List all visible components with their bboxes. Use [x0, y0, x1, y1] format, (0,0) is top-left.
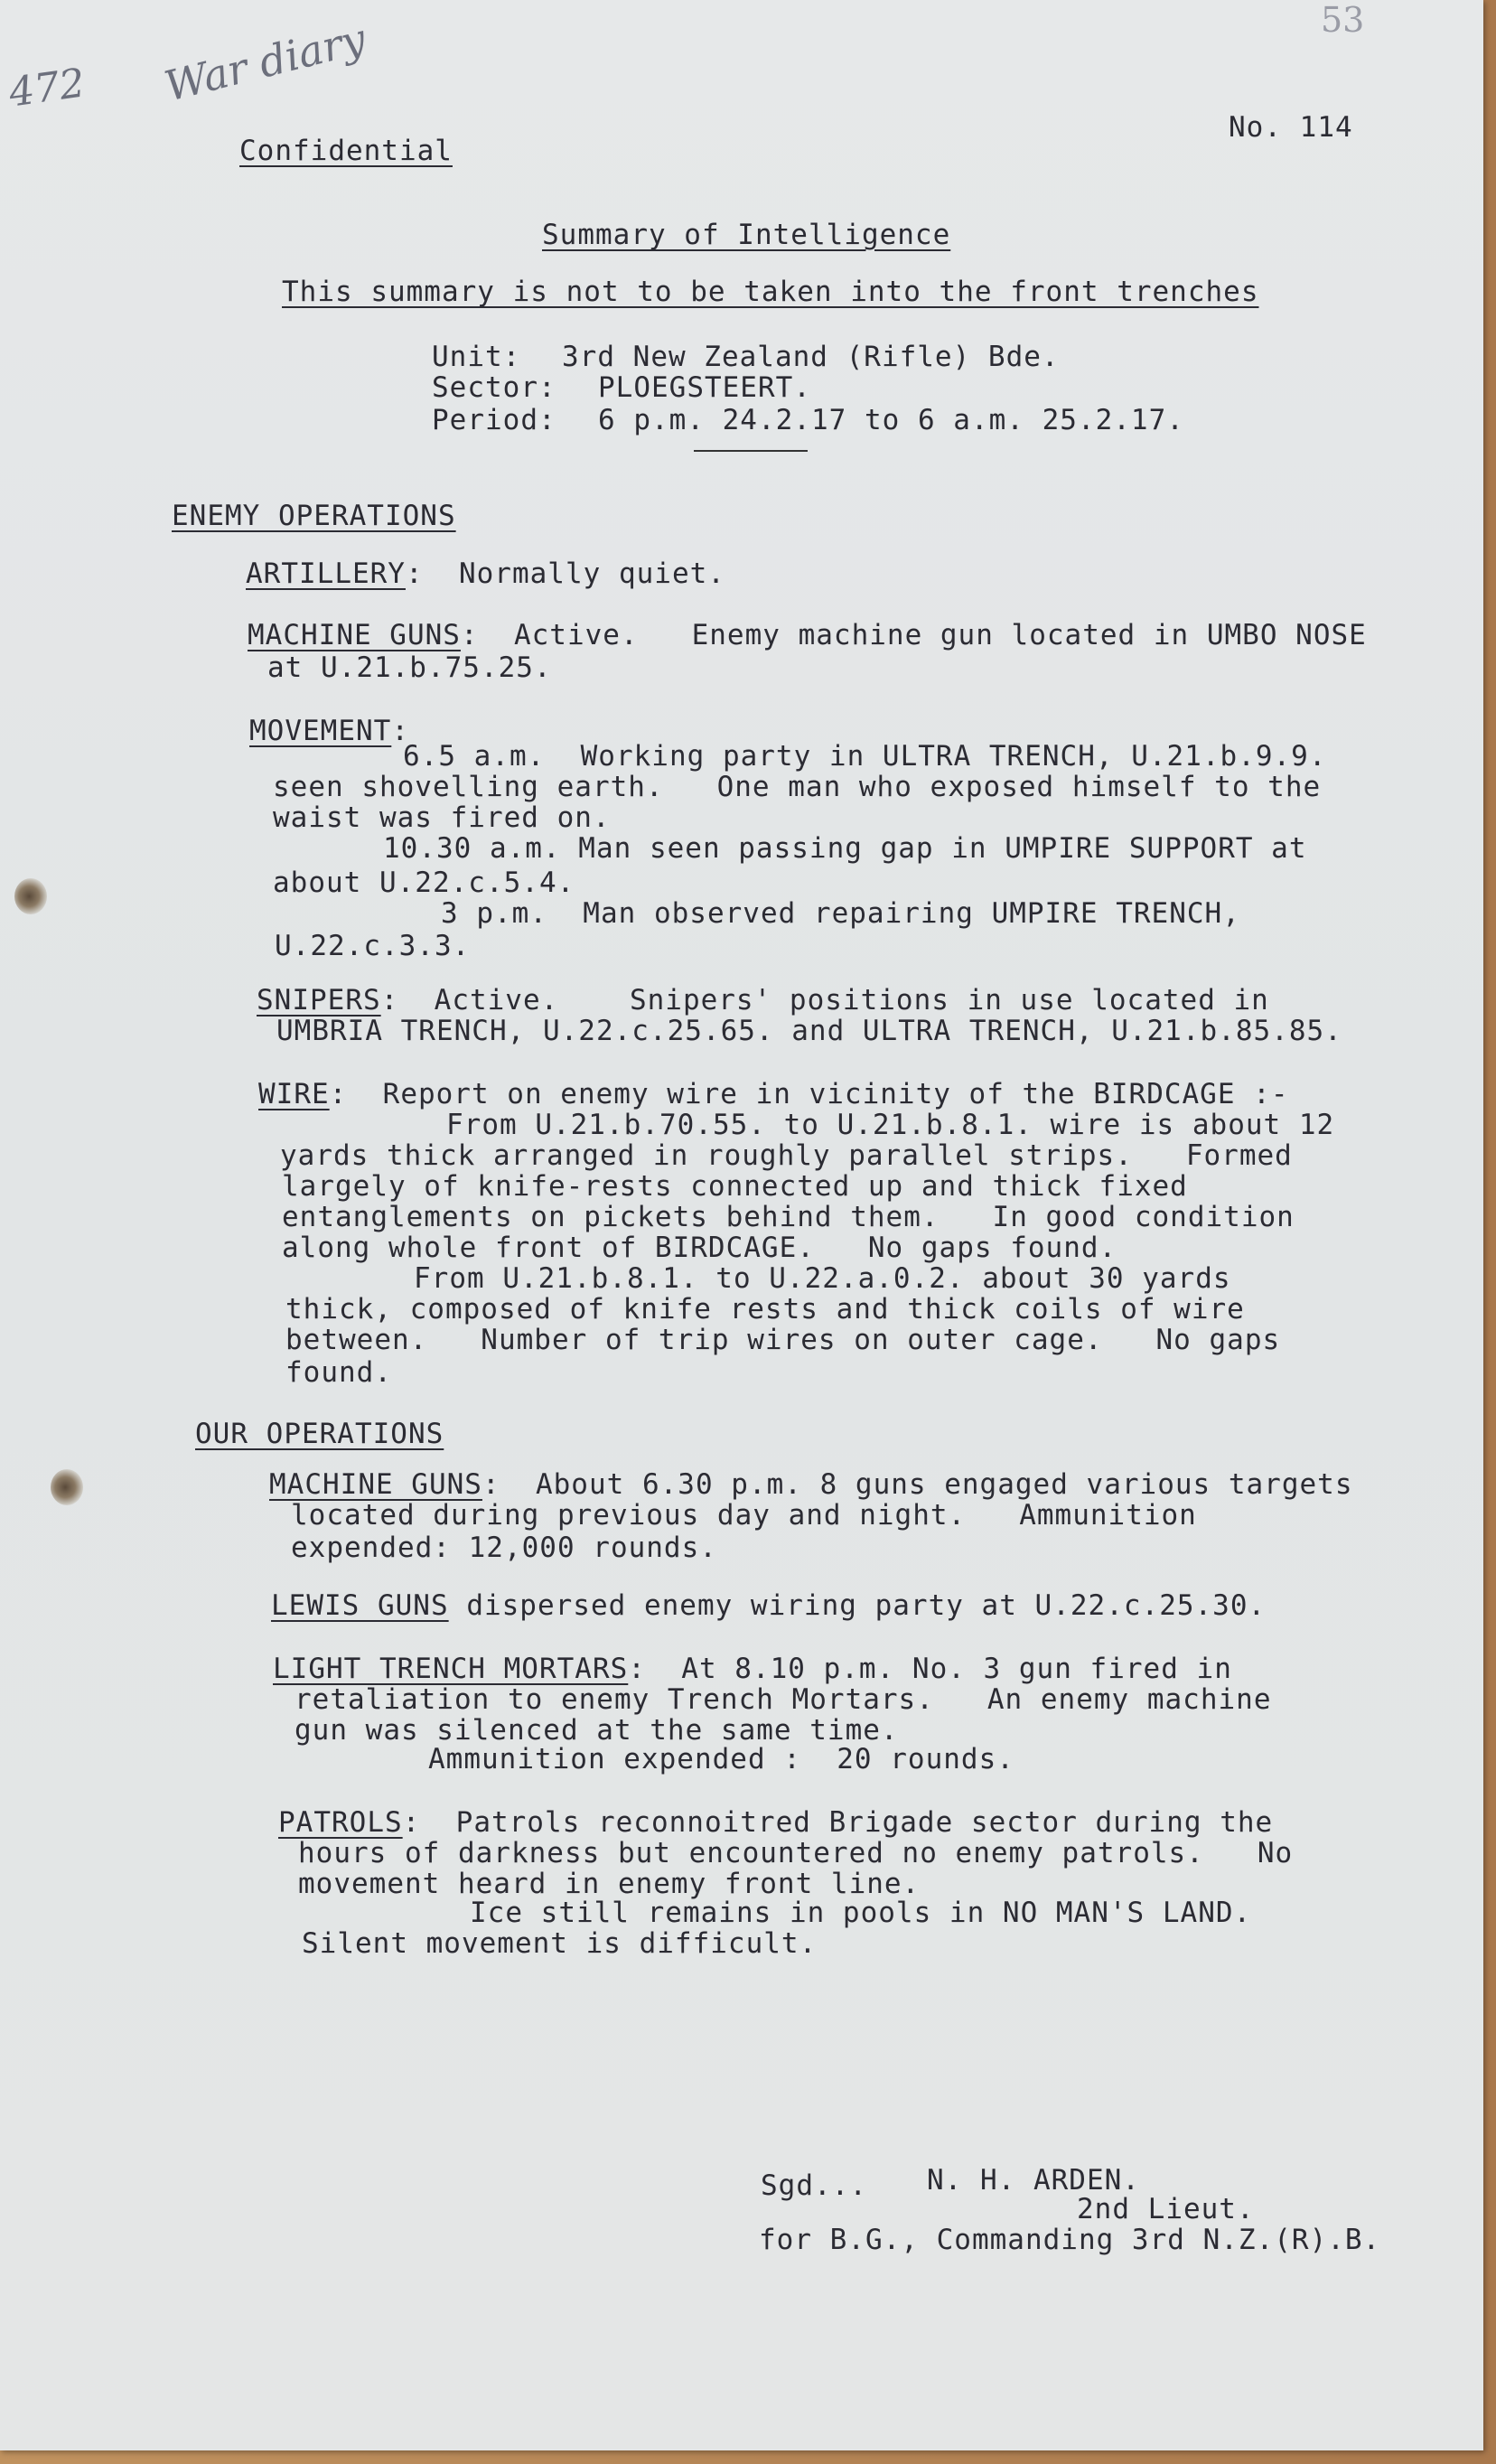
enemy-mg-label: MACHINE GUNS: [248, 619, 461, 651]
movement-line: 10.30 a.m. Man seen passing gap in UMPIRE SUPPORT at: [383, 832, 1307, 865]
wire-line: found.: [285, 1356, 392, 1389]
war-diary-annotation: War diary: [159, 14, 371, 111]
our-mg-line2: located during previous day and night. Ammunition: [291, 1499, 1197, 1532]
wire-line1: Report on enemy wire in vicinity of the BIRDCAGE :-: [382, 1078, 1289, 1110]
our-mg-entry: MACHINE GUNS: About 6.30 p.m. 8 guns engaged various targets: [269, 1468, 1353, 1501]
wire-line: entanglements on pickets behind them. In good condition: [282, 1201, 1295, 1233]
our-mg-label: MACHINE GUNS: [269, 1468, 482, 1501]
our-mg-line1: About 6.30 p.m. 8 guns engaged various targets: [535, 1468, 1353, 1501]
lewis-guns-entry: [271, 1590, 1266, 1621]
document-number: No. 114: [1229, 111, 1353, 144]
patrols-entry: PATROLS: Patrols reconnoitred Brigade sector during the: [278, 1806, 1274, 1839]
movement-line: about U.22.c.5.4.: [273, 867, 575, 899]
enemy-mg-line1: Active. Enemy machine gun located in UMBO NOSE: [513, 619, 1367, 651]
snipers-label: SNIPERS: [257, 984, 381, 1017]
artillery-text: Normally quiet.: [458, 557, 725, 590]
artillery-label: ARTILLERY: [246, 557, 406, 590]
patrols-line2: hours of darkness but encountered no enemy patrols. No: [298, 1837, 1294, 1869]
patrols-label: PATROLS: [278, 1806, 403, 1839]
sector-value: PLOEGSTEERT.: [598, 371, 811, 404]
patrols-line4: Ice still remains in pools in NO MAN'S LAND.: [470, 1897, 1252, 1929]
wire-line: From U.21.b.70.55. to U.21.b.8.1. wire is about 12: [446, 1109, 1335, 1141]
wire-line: along whole front of BIRDCAGE. No gaps found.: [282, 1232, 1117, 1264]
enemy-mg-entry: MACHINE GUNS: Active. Enemy machine gun located in UMBO NOSE: [248, 619, 1367, 651]
movement-line: U.22.c.3.3.: [275, 930, 471, 962]
ltm-line4: Ammunition expended : 20 rounds.: [428, 1743, 1014, 1775]
unit-label: Unit:: [432, 341, 521, 373]
movement-line: seen shovelling earth. One man who exposed himself to the: [273, 771, 1322, 803]
snipers-line1: Active. Snipers' positions in use located in: [434, 984, 1269, 1017]
signed-label: Sgd...: [761, 2169, 867, 2202]
punch-hole-lower: [51, 1469, 83, 1505]
lewis-guns-label: LEWIS GUNS: [271, 1589, 449, 1622]
wire-line: between. Number of trip wires on outer cage. No gaps: [285, 1324, 1281, 1356]
ltm-line2: retaliation to enemy Trench Mortars. An enemy machine: [295, 1683, 1272, 1716]
wire-line: largely of knife-rests connected up and thick fixed: [282, 1170, 1188, 1203]
our-operations-heading: OUR OPERATIONS: [195, 1418, 444, 1450]
wire-line: yards thick arranged in roughly parallel strips. Formed: [280, 1139, 1293, 1172]
enemy-mg-line2: at U.21.b.75.25.: [267, 651, 552, 684]
folio-annotation: 472: [5, 60, 89, 117]
signatory-rank: 2nd Lieut.: [1077, 2193, 1255, 2225]
enemy-operations-heading: ENEMY OPERATIONS: [172, 500, 456, 532]
signatory-name: N. H. ARDEN.: [927, 2164, 1140, 2197]
patrols-line3: movement heard in enemy front line.: [298, 1868, 921, 1900]
our-mg-line3: expended: 12,000 rounds.: [291, 1532, 717, 1564]
ltm-line3: gun was silenced at the same time.: [295, 1714, 899, 1747]
snipers-entry: SNIPERS: Active. Snipers' positions in use located in: [257, 984, 1269, 1017]
page-number: 53: [1321, 0, 1365, 40]
lewis-guns-text: dispersed enemy wiring party at U.22.c.25.30.: [466, 1589, 1267, 1622]
punch-hole-upper: [14, 878, 47, 914]
wire-line: From U.21.b.8.1. to U.22.a.0.2. about 30 yards: [414, 1262, 1231, 1295]
movement-entry: MOVEMENT:: [249, 715, 409, 747]
ltm-label: LIGHT TRENCH MORTARS: [273, 1653, 629, 1685]
signatory-for-line: for B.G., Commanding 3rd N.Z.(R).B.: [759, 2224, 1381, 2256]
document-title: Summary of Intelligence: [542, 219, 951, 251]
movement-label: MOVEMENT: [249, 715, 392, 747]
wire-line: thick, composed of knife rests and thick coils of wire: [285, 1293, 1245, 1326]
wire-label: WIRE: [258, 1078, 330, 1110]
movement-line: 6.5 a.m. Working party in ULTRA TRENCH, U.21.b.9.9.: [403, 740, 1327, 773]
snipers-line2: UMBRIA TRENCH, U.22.c.25.65. and ULTRA TRENCH, U.21.b.85.85.: [276, 1015, 1342, 1047]
period-value: 6 p.m. 24.2.17 to 6 a.m. 25.2.17.: [598, 404, 1184, 436]
movement-line: 3 p.m. Man observed repairing UMPIRE TRENCH,: [441, 897, 1240, 930]
unit-value: 3rd New Zealand (Rifle) Bde.: [562, 341, 1060, 373]
ltm-line1: At 8.10 p.m. No. 3 gun fired in: [681, 1653, 1232, 1685]
patrols-line1: Patrols reconnoitred Brigade sector during the: [455, 1806, 1274, 1839]
period-label: Period:: [432, 404, 556, 436]
movement-line: waist was fired on.: [273, 801, 611, 834]
sector-label: Sector:: [432, 371, 556, 404]
confidential-label: Confidential: [239, 135, 453, 167]
patrols-line5: Silent movement is difficult.: [302, 1927, 818, 1960]
ltm-entry: LIGHT TRENCH MORTARS: At 8.10 p.m. No. 3 gun fired in: [273, 1653, 1232, 1685]
distribution-warning: This summary is not to be taken into the front trenches: [282, 276, 1259, 308]
wire-entry: WIRE: Report on enemy wire in vicinity of the BIRDCAGE :-: [258, 1078, 1289, 1110]
artillery-entry: ARTILLERY: Normally quiet.: [246, 557, 725, 590]
title-divider: [694, 450, 808, 452]
